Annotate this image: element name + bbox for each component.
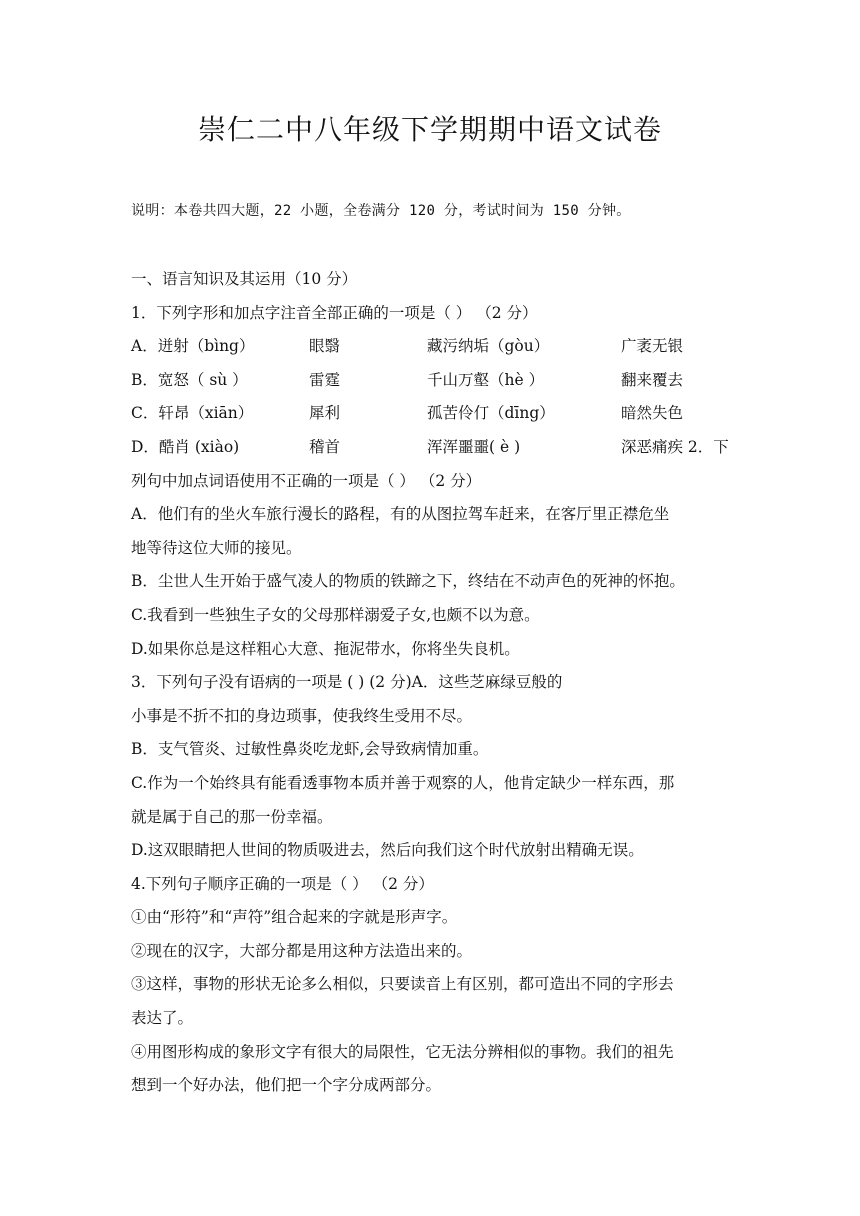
question-4-sentence-4: ④用图形构成的象形文字有很大的局限性，它无法分辨相似的事物。我们的祖先 [131, 1042, 674, 1061]
question-1-option-d [131, 431, 731, 465]
question-2-option-b: B．尘世人生开始于盛气凌人的物质的铁蹄之下，终结在不动声色的死神的怀抱。 [131, 572, 685, 591]
option-cell: 稽首 [309, 437, 341, 456]
option-cell: C．轩昂（xiān） [131, 404, 254, 423]
option-cell: 广袤无银 [621, 337, 684, 356]
question-2-option-a: A．他们有的坐火车旅行漫长的路程，有的从图拉驾车赶来，在客厅里正襟危坐 [131, 505, 670, 524]
option-cell: 犀利 [309, 404, 341, 423]
option-cell: 翻来覆去 [621, 370, 684, 389]
question-2-option-d: D.如果你总是这样粗心大意、拖泥带水，你将坐失良机。 [131, 639, 520, 658]
question-4-sentence-4-cont: 想到一个好办法，他们把一个字分成两部分。 [131, 1076, 442, 1095]
exam-body [131, 263, 731, 1103]
question-1-stem: 1．下列字形和加点字注音全部正确的一项是（ ） （2 分） [131, 303, 538, 322]
question-3-option-c-cont: 就是属于自己的那一份幸福。 [131, 807, 333, 826]
section-heading: 一、语言知识及其运用（10 分） [131, 270, 358, 288]
option-cell: 孤苦伶仃（dīng） [427, 404, 555, 423]
option-cell: A．迸射（bìng） [131, 337, 255, 356]
question-2-stem: 列句中加点词语使用不正确的一项是（ ） （2 分） [131, 471, 482, 490]
option-cell: 深恶痛疾 2．下 [621, 437, 729, 456]
question-3-option-d: D.这双眼睛把人世间的物质吸进去，然后向我们这个时代放射出精确无误。 [131, 841, 644, 860]
option-cell: D．酷肖 (xiào) [131, 437, 240, 456]
question-1-option-b [131, 364, 731, 398]
question-4-sentence-1: ①由“形符”和“声符”组合起来的字就是形声字。 [131, 908, 458, 927]
question-3-option-a-cont: 小事是不折不扣的身边琐事，使我终生受用不尽。 [131, 706, 473, 725]
exam-instructions: 说明：本卷共四大题，22 小题，全卷满分 120 分，考试时间为 150 分钟。 [131, 203, 631, 219]
question-1-option-a [131, 330, 731, 364]
question-3-option-c: C.作为一个始终具有能看透事物本质并善于观察的人，他肯定缺少一样东西，那 [131, 773, 675, 792]
question-3-stem: 3．下列句子没有语病的一项是 ( ) (2 分)A．这些芝麻绿豆般的 [131, 673, 563, 692]
question-4-stem: 4.下列句子顺序正确的一项是（ ） （2 分） [131, 874, 434, 893]
question-4-sentence-2: ②现在的汉字，大部分都是用这种方法造出来的。 [131, 941, 473, 960]
question-1-option-c [131, 397, 731, 431]
question-2-option-a-cont: 地等待这位大师的接见。 [131, 538, 302, 557]
option-cell: 浑浑噩噩( è ) [427, 437, 521, 456]
option-cell: 暗然失色 [621, 404, 684, 423]
option-cell: 眼翳 [309, 337, 341, 356]
option-cell: 雷霆 [309, 370, 341, 389]
option-cell: B．宽怒（ sù ） [131, 370, 248, 389]
question-4-sentence-3: ③这样，事物的形状无论多么相似，只要读音上有区别，都可造出不同的字形去 [131, 975, 674, 994]
question-4-sentence-3-cont: 表达了。 [131, 1009, 194, 1028]
question-3-option-b: B．支气管炎、过敏性鼻炎吃龙虾,会导致病情加重。 [131, 740, 489, 759]
page-title: 崇仁二中八年级下学期期中语文试卷 [197, 113, 662, 146]
option-cell: 藏污纳垢（gòu） [427, 337, 550, 356]
question-2-option-c: C.我看到一些独生子女的父母那样溺爱子女,也颇不以为意。 [131, 605, 540, 624]
option-cell: 千山万壑（hè ） [427, 370, 545, 389]
